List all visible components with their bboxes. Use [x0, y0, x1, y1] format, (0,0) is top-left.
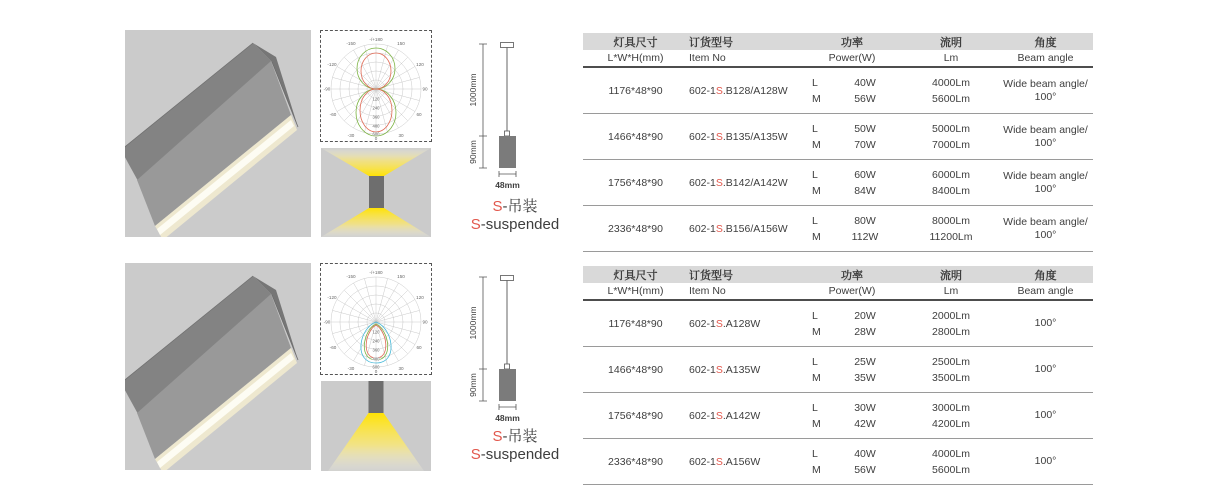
candela-label: 480 [372, 356, 380, 362]
angle-label: 90 [422, 319, 428, 325]
power-cell: L 40W M 56W [812, 76, 876, 105]
size-cell: 1176*48*90 [608, 317, 663, 330]
angle-label: 60 [416, 345, 422, 350]
size-cell: 1756*48*90 [608, 176, 663, 189]
lumen-cell: 2500Lm 3500Lm [932, 355, 970, 384]
col-header-power-en: Power(W) [828, 285, 876, 297]
table-row [583, 393, 1093, 439]
candela-label: 240 [372, 105, 380, 111]
angle-label: -90 [323, 319, 331, 325]
beam-angle-cell: 100° [1034, 363, 1057, 375]
fixture-height-label: 90mm [468, 373, 478, 397]
drop-length-label: 1000mm [468, 73, 478, 107]
size-cell: 1176*48*90 [608, 84, 663, 97]
fixture-cross-section [499, 369, 516, 401]
fixture-width-label: 48mm [495, 413, 520, 423]
angle-label: -90 [323, 86, 331, 92]
col-header-item-en: Item No [689, 285, 726, 297]
lumen-cell: 6000Lm 8400Lm [932, 168, 970, 197]
drop-length-label: 1000mm [468, 306, 478, 340]
fixture-width-label: 48mm [495, 180, 520, 190]
candela-label: 480 [372, 123, 380, 129]
angle-label: -150 [346, 274, 356, 279]
angle-label: -60 [329, 112, 337, 117]
lumen-cell: 8000Lm 11200Lm [929, 214, 973, 243]
item-no-red-s: S [715, 222, 723, 235]
size-cell: 1466*48*90 [608, 363, 663, 376]
col-header-angle-en: Beam angle [1017, 285, 1074, 297]
product-photo-updown [125, 30, 311, 237]
col-header-size-cn: 灯具尺寸 [613, 269, 658, 282]
col-header-item-cn: 订货型号 [689, 269, 733, 282]
power-cell: L 60W M 84W [812, 168, 876, 197]
size-cell: 2336*48*90 [608, 455, 663, 468]
angle-label: -30 [347, 366, 355, 371]
angle-label: 120 [416, 295, 424, 300]
mount-label-cn: S-吊装 [492, 428, 538, 445]
fixture-silhouette [369, 176, 384, 208]
col-header-lumen-en: Lm [943, 52, 959, 64]
col-header-size-en: L*W*H(mm) [607, 52, 664, 64]
photometric-diagram-down [320, 263, 432, 375]
table-header-cn [583, 33, 1093, 50]
beam-angle-cell: Wide beam angle/ 100° [1003, 123, 1088, 149]
product-photo-down [125, 263, 311, 470]
item-no-red-s: S [715, 317, 723, 330]
ceiling-canopy [501, 43, 514, 48]
angle-label: 30 [398, 366, 404, 371]
item-no-red-s: S [715, 409, 723, 422]
item-no-cell: 602-1S.B128/A128W [689, 84, 788, 97]
angle-label: -/+180 [369, 270, 383, 275]
col-header-angle-en: Beam angle [1017, 52, 1074, 64]
item-no-red-s: S [715, 84, 723, 97]
col-header-item-en: Item No [689, 52, 726, 64]
col-header-lumen-cn: 流明 [940, 36, 962, 49]
table-header-en [583, 283, 1093, 301]
power-cell: L 50W M 70W [812, 122, 876, 151]
beam-pattern-down [321, 381, 431, 471]
suspension-dimension-figure [448, 40, 582, 192]
angle-label: -150 [346, 41, 356, 46]
col-header-size-cn: 灯具尺寸 [613, 36, 658, 49]
table-row [583, 439, 1093, 485]
table-row [583, 301, 1093, 347]
item-no-cell: 602-1S.B135/A135W [689, 130, 788, 143]
beam-angle-cell: Wide beam angle/ 100° [1003, 169, 1088, 195]
angle-label: 150 [397, 274, 405, 279]
candela-label: 600 [372, 131, 380, 137]
spec-table-down [583, 266, 1093, 485]
power-cell: L 40W M 56W [812, 447, 876, 476]
beam-pattern-updown [321, 148, 431, 237]
mount-label-en: S-suspended [470, 446, 560, 463]
size-cell: 1756*48*90 [608, 409, 663, 422]
candela-label: 600 [372, 364, 380, 370]
beam-angle-cell: Wide beam angle/ 100° [1003, 77, 1088, 103]
item-no-cell: 602-1S.A156W [689, 455, 761, 468]
item-no-red-s: S [715, 176, 723, 189]
table-row [583, 347, 1093, 393]
table-row [583, 160, 1093, 206]
linear-fixture-render [125, 30, 311, 237]
item-no-cell: 602-1S.B142/A142W [689, 176, 788, 189]
size-cell: 2336*48*90 [608, 222, 663, 235]
size-cell: 1466*48*90 [608, 130, 663, 143]
power-cell: L 25W M 35W [812, 355, 876, 384]
col-header-angle-cn: 角度 [1034, 269, 1057, 282]
candela-label: 120 [372, 96, 380, 102]
mount-type-label [448, 428, 582, 464]
col-header-lumen-cn: 流明 [940, 269, 962, 282]
linear-fixture-render [125, 263, 311, 470]
candela-label: 360 [372, 347, 380, 353]
lumen-cell: 4000Lm 5600Lm [932, 447, 970, 476]
col-header-angle-cn: 角度 [1034, 36, 1057, 49]
spec-table-updown [583, 33, 1093, 252]
table-row [583, 68, 1093, 114]
item-no-red-s: S [715, 130, 723, 143]
angle-label: 0 [374, 136, 378, 141]
item-no-red-s: S [715, 363, 723, 376]
angle-label: -120 [327, 62, 337, 67]
power-cell: L 20W M 28W [812, 309, 876, 338]
item-no-red-s: S [715, 455, 723, 468]
table-header-en [583, 50, 1093, 68]
beam-angle-cell: Wide beam angle/ 100° [1003, 215, 1088, 241]
mount-label-cn: S-吊装 [492, 198, 538, 215]
power-cell: L 30W M 42W [812, 401, 876, 430]
lumen-cell: 4000Lm 5600Lm [932, 76, 970, 105]
col-header-size-en: L*W*H(mm) [607, 285, 664, 297]
item-no-cell: 602-1S.A135W [689, 363, 761, 376]
angle-label: 120 [416, 62, 424, 67]
beam-angle-cell: 100° [1034, 409, 1057, 421]
suspension-dimension-figure [448, 273, 582, 425]
beam-angle-cell: 100° [1034, 455, 1057, 467]
angle-label: -30 [347, 133, 355, 138]
mount-type-label [448, 198, 582, 234]
col-header-lumen-en: Lm [943, 285, 959, 297]
col-header-item-cn: 订货型号 [689, 36, 733, 49]
candela-label: 120 [372, 329, 380, 335]
candela-label: 240 [372, 338, 380, 344]
angle-label: 30 [398, 133, 404, 138]
power-cell: L 80W M 112W [812, 214, 879, 243]
lumen-cell: 5000Lm 7000Lm [932, 122, 970, 151]
table-row [583, 114, 1093, 160]
fixture-silhouette [369, 381, 384, 413]
angle-label: -/+180 [369, 37, 383, 42]
beam-angle-cell: 100° [1034, 317, 1057, 329]
angle-label: 90 [422, 86, 428, 92]
item-no-cell: 602-1S.A128W [689, 317, 761, 330]
lumen-cell: 2000Lm 2800Lm [932, 309, 970, 338]
col-header-power-cn: 功率 [841, 36, 863, 49]
photometric-diagram-updown [320, 30, 432, 142]
table-header-cn [583, 266, 1093, 283]
col-header-power-en: Power(W) [828, 52, 876, 64]
item-no-cell: 602-1S.B156/A156W [689, 222, 788, 235]
angle-label: 0 [374, 369, 378, 374]
angle-label: 150 [397, 41, 405, 46]
mount-label-en: S-suspended [470, 216, 560, 233]
col-header-power-cn: 功率 [841, 269, 863, 282]
item-no-cell: 602-1S.A142W [689, 409, 761, 422]
lumen-cell: 3000Lm 4200Lm [932, 401, 970, 430]
table-row [583, 206, 1093, 252]
angle-label: -120 [327, 295, 337, 300]
angle-label: -60 [329, 345, 337, 350]
fixture-cross-section [499, 136, 516, 168]
fixture-height-label: 90mm [468, 140, 478, 164]
ceiling-canopy [501, 276, 514, 281]
candela-label: 360 [372, 114, 380, 120]
angle-label: 60 [416, 112, 422, 117]
